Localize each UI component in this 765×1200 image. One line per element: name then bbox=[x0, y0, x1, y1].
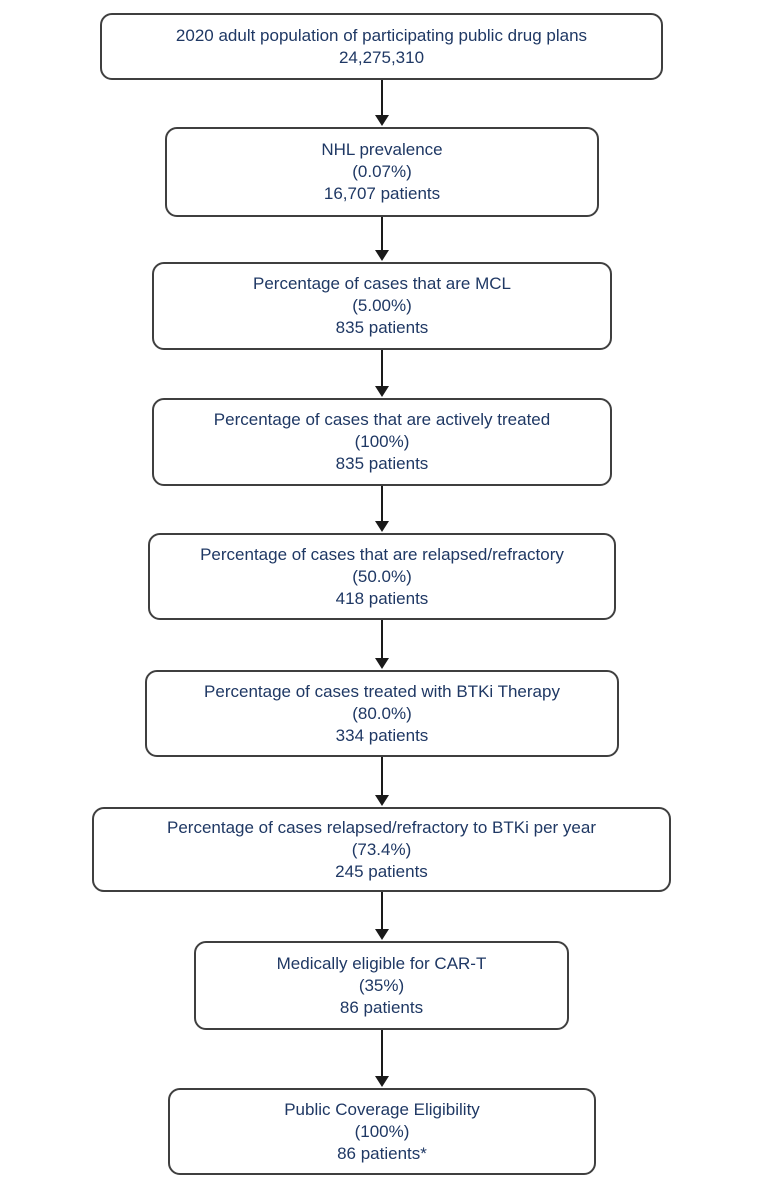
node-percent: (100%) bbox=[354, 1121, 410, 1141]
node-percent: (73.4%) bbox=[351, 839, 412, 859]
flow-node-relapsed-refractory-to-btki bbox=[92, 807, 671, 892]
arrowhead-down-icon bbox=[375, 929, 389, 940]
flow-node-actively-treated bbox=[152, 398, 612, 486]
flow-node-mcl-cases bbox=[152, 262, 612, 350]
arrow-shaft bbox=[381, 350, 383, 386]
flow-arrow bbox=[375, 620, 389, 669]
node-percent: (0.07%) bbox=[352, 162, 412, 181]
node-label: Percentage of cases treated with BTKi Therapy bbox=[204, 681, 560, 701]
flow-node-population bbox=[100, 13, 663, 80]
node-count: 16,707 patients bbox=[323, 184, 441, 203]
arrowhead-down-icon bbox=[375, 250, 389, 261]
flow-arrow bbox=[375, 892, 389, 940]
node-percent: (35%) bbox=[358, 975, 405, 995]
arrow-shaft bbox=[381, 217, 383, 250]
node-label: Percentage of cases relapsed/refractory to BTKi per year bbox=[167, 817, 596, 837]
arrowhead-down-icon bbox=[375, 521, 389, 532]
flow-arrow bbox=[375, 217, 389, 261]
arrow-shaft bbox=[381, 620, 383, 658]
node-count: 835 patients bbox=[335, 454, 429, 473]
node-label: Percentage of cases that are actively treated bbox=[213, 410, 551, 429]
arrowhead-down-icon bbox=[375, 386, 389, 397]
flow-node-btki-therapy bbox=[145, 670, 619, 757]
arrow-shaft bbox=[381, 1030, 383, 1076]
flow-node-nhl-prevalence bbox=[165, 127, 599, 217]
flow-arrow bbox=[375, 757, 389, 806]
node-count: 245 patients bbox=[335, 861, 428, 881]
arrowhead-down-icon bbox=[375, 115, 389, 126]
node-percent: (80.0%) bbox=[352, 703, 412, 723]
node-label: Public Coverage Eligibility bbox=[284, 1099, 480, 1119]
flow-arrow bbox=[375, 350, 389, 397]
arrow-shaft bbox=[381, 892, 383, 929]
arrowhead-down-icon bbox=[375, 1076, 389, 1087]
node-label: 2020 adult population of participating public drug plans bbox=[175, 25, 588, 45]
node-percent: (5.00%) bbox=[352, 296, 412, 315]
node-count: 334 patients bbox=[335, 725, 429, 745]
flow-node-relapsed-refractory bbox=[148, 533, 616, 620]
node-label: Medically eligible for CAR-T bbox=[276, 953, 487, 973]
node-count: 86 patients* bbox=[337, 1143, 427, 1163]
node-count: 418 patients bbox=[335, 588, 429, 608]
node-count: 86 patients bbox=[339, 997, 424, 1017]
arrow-shaft bbox=[381, 757, 383, 795]
node-count: 24,275,310 bbox=[338, 47, 425, 67]
flow-arrow bbox=[375, 80, 389, 126]
arrow-shaft bbox=[381, 486, 383, 521]
arrow-shaft bbox=[381, 80, 383, 115]
flow-arrow bbox=[375, 1030, 389, 1087]
node-label: Percentage of cases that are MCL bbox=[253, 274, 511, 293]
node-percent: (50.0%) bbox=[352, 566, 412, 586]
node-count: 835 patients bbox=[335, 318, 429, 337]
arrowhead-down-icon bbox=[375, 658, 389, 669]
arrowhead-down-icon bbox=[375, 795, 389, 806]
flow-node-public-coverage-eligibility bbox=[168, 1088, 596, 1175]
flow-arrow bbox=[375, 486, 389, 532]
node-percent: (100%) bbox=[354, 432, 410, 451]
node-label: Percentage of cases that are relapsed/refractory bbox=[200, 544, 564, 564]
flow-node-car-t-eligible bbox=[194, 941, 569, 1030]
node-label: NHL prevalence bbox=[321, 140, 443, 159]
